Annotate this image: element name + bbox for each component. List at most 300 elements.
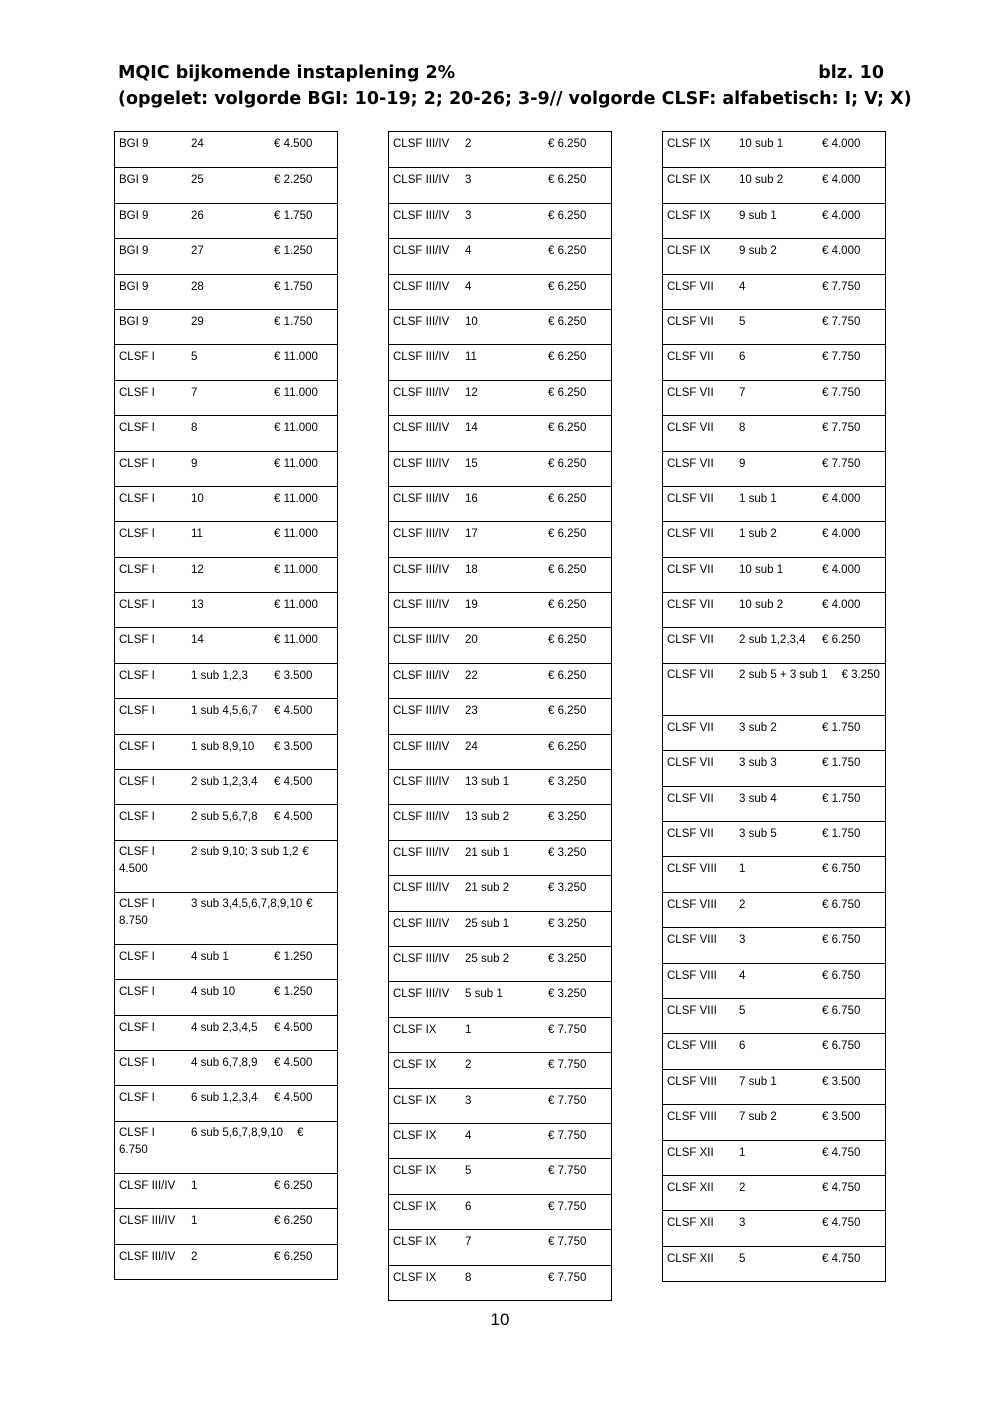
table-row [389, 167, 611, 202]
table-row [389, 521, 611, 556]
header-line-2 [118, 86, 912, 112]
row-category: CLSF III/IV [393, 528, 450, 541]
row-item: 1 sub 1,2,3 [191, 669, 248, 682]
row-item: 6 [739, 351, 746, 364]
row-item: 4 [739, 280, 746, 293]
row-amount: € 6.250 [548, 386, 587, 399]
row-amount: € 6.250 [548, 245, 587, 258]
row-item: 2 sub 1,2,3,4 [739, 634, 806, 647]
row-amount: € 7.750 [548, 1236, 587, 1249]
row-amount: € 3.500 [822, 1111, 861, 1124]
table-row [389, 1052, 611, 1087]
table-row [663, 486, 885, 521]
row-category: CLSF XII [667, 1252, 714, 1265]
row-item: 2 [465, 1059, 472, 1072]
table-row [115, 1121, 337, 1173]
row-category: CLSF IX [667, 209, 711, 222]
row-amount: € 3.250 [548, 988, 587, 1001]
page-header [118, 60, 912, 112]
row-item: 9 [739, 457, 746, 470]
row-item: 25 sub 2 [465, 952, 510, 965]
row-item: 2 sub 9,10; 3 sub 1,2 [191, 845, 299, 858]
row-amount: € 11.000 [274, 386, 318, 399]
row-amount: € 6.750 [822, 969, 861, 982]
table-row [389, 1088, 611, 1123]
row-amount: € 6.750 [822, 1004, 861, 1017]
table-row [663, 238, 885, 273]
row-item: 14 [191, 634, 204, 647]
table-row [115, 734, 337, 769]
row-category: CLSF III/IV [119, 1250, 176, 1263]
row-item: 10 sub 1 [739, 138, 784, 150]
row-amount: € 11.000 [274, 599, 318, 612]
row-item: 19 [465, 599, 478, 612]
row-item: 25 [191, 174, 204, 187]
table-row [115, 557, 337, 592]
row-item: 13 [191, 599, 204, 612]
row-item: 7 sub 1 [739, 1075, 777, 1088]
row-category: CLSF III/IV [393, 776, 450, 789]
table-row [663, 1069, 885, 1104]
table-row [115, 415, 337, 450]
row-amount: € 4.500 [274, 776, 313, 789]
table-row [663, 592, 885, 627]
table-row [115, 521, 337, 556]
row-amount: € 7.750 [548, 1271, 587, 1284]
table-row [115, 804, 337, 839]
row-category: CLSF III/IV [393, 174, 450, 187]
row-item: 4 [465, 280, 472, 293]
row-category: CLSF I [119, 776, 155, 789]
row-amount: € 6.750 [822, 898, 861, 911]
table-row [389, 344, 611, 379]
row-item: 10 sub 1 [739, 563, 784, 576]
table-row [663, 132, 885, 167]
row-amount: € 6.750 [119, 1126, 304, 1156]
row-item: 4 sub 6,7,8,9 [191, 1056, 258, 1069]
row-amount: € 4.000 [822, 563, 861, 576]
row-amount: € 6.250 [548, 138, 587, 150]
table-row [663, 663, 885, 715]
row-category: CLSF III/IV [393, 740, 450, 753]
row-amount: € 3.250 [548, 952, 587, 965]
row-category: CLSF I [119, 422, 155, 435]
table-row [389, 451, 611, 486]
row-amount: € 4.750 [822, 1181, 861, 1194]
row-amount: € 4.500 [274, 811, 313, 824]
row-amount: € 3.250 [548, 882, 587, 895]
row-amount: € 7.750 [822, 422, 861, 435]
row-amount: € 4.500 [274, 1056, 313, 1069]
table-row [115, 840, 337, 892]
row-amount: € 7.750 [822, 351, 861, 364]
row-category: CLSF III/IV [119, 1215, 176, 1228]
row-amount: € 8.750 [119, 897, 313, 927]
row-item: 4 sub 2,3,4,5 [191, 1021, 258, 1034]
row-amount: € 11.000 [274, 634, 318, 647]
row-item: 10 sub 2 [739, 599, 784, 612]
row-amount: € 6.250 [548, 740, 587, 753]
table-row [663, 715, 885, 750]
row-amount: € 7.750 [822, 315, 861, 328]
row-amount: € 4.750 [822, 1146, 861, 1159]
row-amount: € 7.750 [822, 280, 861, 293]
row-item: 1 [739, 1146, 746, 1159]
row-item: 3 sub 2 [739, 721, 777, 734]
table-row [663, 1210, 885, 1245]
row-item: 10 sub 2 [739, 174, 784, 187]
row-amount: € 6.750 [822, 863, 861, 876]
row-item: 25 sub 1 [465, 917, 510, 930]
row-item: 22 [465, 669, 478, 682]
row-category: CLSF VIII [667, 969, 717, 982]
row-item: 8 [465, 1271, 472, 1284]
table-row [389, 1265, 611, 1300]
row-item: 20 [465, 634, 478, 647]
row-amount: € 4.750 [822, 1252, 861, 1265]
table-row [389, 804, 611, 839]
table-row [389, 486, 611, 521]
row-category: CLSF III/IV [393, 492, 450, 505]
row-item: 23 [465, 705, 478, 718]
row-category: CLSF VII [667, 315, 714, 328]
table-row [663, 892, 885, 927]
table-row [663, 344, 885, 379]
table-row [115, 592, 337, 627]
row-item: 6 sub 1,2,3,4 [191, 1092, 258, 1105]
row-category: CLSF I [119, 1126, 155, 1139]
row-category: CLSF IX [667, 245, 711, 258]
table-row [663, 1104, 885, 1139]
table-row [389, 875, 611, 910]
row-amount: € 1.750 [274, 209, 313, 222]
table-row [389, 1017, 611, 1052]
row-amount: € 11.000 [274, 351, 318, 364]
row-amount: € 6.250 [548, 563, 587, 576]
row-category: CLSF XII [667, 1146, 714, 1159]
row-amount: € 6.250 [274, 1179, 313, 1192]
table-row [115, 1015, 337, 1050]
table-row [389, 1194, 611, 1229]
row-item: 3 [465, 1094, 472, 1107]
row-category: CLSF III/IV [393, 988, 450, 1001]
row-category: CLSF IX [393, 1165, 437, 1178]
row-item: 5 [191, 351, 198, 364]
row-amount: € 7.750 [822, 386, 861, 399]
row-item: 2 [739, 898, 746, 911]
table-row [389, 627, 611, 662]
row-category: CLSF VIII [667, 1040, 717, 1053]
table-row [115, 1244, 337, 1279]
row-category: CLSF III/IV [393, 563, 450, 576]
row-category: CLSF I [119, 986, 155, 999]
row-amount: € 3.250 [548, 811, 587, 824]
row-item: 5 [739, 1252, 746, 1265]
row-item: 11 [465, 351, 477, 364]
row-item: 4 sub 10 [191, 986, 236, 999]
row-item: 4 [465, 1129, 472, 1142]
table-row [663, 557, 885, 592]
row-amount: € 7.750 [822, 457, 861, 470]
row-amount: € 11.000 [274, 457, 318, 470]
row-category: CLSF III/IV [393, 138, 450, 150]
row-amount: € 11.000 [274, 492, 318, 505]
row-amount: € 3.250 [548, 846, 587, 859]
row-item: 1 [191, 1179, 198, 1192]
row-amount: € 6.250 [548, 492, 587, 505]
row-category: CLSF XII [667, 1181, 714, 1194]
table-row [115, 238, 337, 273]
table-row [115, 380, 337, 415]
table-row [389, 698, 611, 733]
row-item: 2 [739, 1181, 746, 1194]
row-amount: € 1.750 [822, 792, 861, 805]
row-item: 15 [465, 457, 478, 470]
row-item: 9 sub 1 [739, 209, 777, 222]
row-category: CLSF I [119, 740, 155, 753]
row-category: CLSF III/IV [393, 705, 450, 718]
table-row [115, 892, 337, 944]
row-amount: € 4.000 [822, 245, 861, 258]
row-item: 3 [739, 1217, 746, 1230]
row-amount: € 3.250 [548, 917, 587, 930]
row-item: 7 sub 2 [739, 1111, 777, 1124]
row-amount: € 6.250 [274, 1215, 313, 1228]
row-category: BGI 9 [119, 174, 149, 187]
row-category: CLSF I [119, 457, 155, 470]
row-amount: € 4.000 [822, 599, 861, 612]
row-amount: € 1.250 [274, 986, 313, 999]
row-amount: € 11.000 [274, 422, 318, 435]
row-item: 9 sub 2 [739, 245, 777, 258]
row-category: CLSF VII [667, 634, 714, 647]
row-amount: € 3.500 [274, 669, 313, 682]
row-amount: € 6.250 [548, 209, 587, 222]
row-category: CLSF I [119, 897, 155, 910]
table-column-left [114, 131, 338, 1280]
row-category: CLSF VIII [667, 934, 717, 947]
row-category: CLSF XII [667, 1217, 714, 1230]
row-category: CLSF I [119, 950, 155, 963]
row-amount: € 11.000 [274, 563, 318, 576]
row-item: 12 [191, 563, 204, 576]
row-item: 13 sub 2 [465, 811, 510, 824]
table-row [115, 944, 337, 979]
table-row [663, 627, 885, 662]
row-amount: € 7.750 [548, 1059, 587, 1072]
table-column-right [662, 131, 886, 1282]
row-item: 4 [739, 969, 746, 982]
row-category: CLSF IX [667, 174, 711, 187]
row-category: CLSF VII [667, 280, 714, 293]
row-category: CLSF VII [667, 668, 714, 681]
table-row [115, 769, 337, 804]
row-category: CLSF I [119, 1021, 155, 1034]
row-category: CLSF III/IV [393, 811, 450, 824]
row-amount: € 3.500 [274, 740, 313, 753]
table-row [663, 786, 885, 821]
row-item: 1 sub 4,5,6,7 [191, 705, 258, 718]
table-row [663, 856, 885, 891]
row-category: CLSF I [119, 386, 155, 399]
row-category: CLSF III/IV [393, 315, 450, 328]
row-item: 8 [191, 422, 198, 435]
row-category: CLSF IX [393, 1129, 437, 1142]
row-category: CLSF VII [667, 563, 714, 576]
table-row [115, 1173, 337, 1208]
row-category: CLSF I [119, 528, 155, 541]
row-amount: € 7.750 [548, 1200, 587, 1213]
table-row [663, 451, 885, 486]
row-amount: € 7.750 [548, 1165, 587, 1178]
table-row [389, 981, 611, 1016]
row-category: CLSF III/IV [393, 882, 450, 895]
row-category: CLSF III/IV [393, 209, 450, 222]
row-category: CLSF III/IV [393, 245, 450, 258]
row-item: 3 [465, 209, 472, 222]
row-item: 12 [465, 386, 478, 399]
row-amount: € 4.000 [822, 209, 861, 222]
row-category: CLSF III/IV [119, 1179, 176, 1192]
row-amount: € 6.250 [548, 351, 587, 364]
row-category: CLSF IX [393, 1094, 437, 1107]
table-row [389, 203, 611, 238]
row-amount: € 6.250 [548, 280, 587, 293]
row-amount: € 6.250 [548, 528, 587, 541]
row-category: CLSF I [119, 1092, 155, 1105]
row-item: 4 sub 1 [191, 950, 229, 963]
row-category: CLSF III/IV [393, 386, 450, 399]
row-category: BGI 9 [119, 209, 149, 222]
table-row [115, 663, 337, 698]
table-row [115, 698, 337, 733]
table-row [663, 274, 885, 309]
row-category: CLSF IX [667, 138, 711, 150]
table-row [389, 309, 611, 344]
row-amount: € 7.750 [548, 1129, 587, 1142]
row-amount: € 1.250 [274, 950, 313, 963]
table-row [389, 415, 611, 450]
row-amount: € 4.000 [822, 174, 861, 187]
row-item: 2 sub 5,6,7,8 [191, 811, 258, 824]
row-amount: € 1.750 [822, 721, 861, 734]
row-item: 1 sub 8,9,10 [191, 740, 255, 753]
row-item: 2 [191, 1250, 198, 1263]
row-amount: € 6.250 [274, 1250, 313, 1263]
row-category: CLSF III/IV [393, 599, 450, 612]
row-item: 3 sub 5 [739, 828, 777, 841]
row-amount: € 4.000 [822, 528, 861, 541]
row-item: 5 [465, 1165, 472, 1178]
row-amount: € 1.750 [274, 315, 313, 328]
row-category: CLSF III/IV [393, 952, 450, 965]
row-amount: € 4.000 [822, 492, 861, 505]
table-row [389, 274, 611, 309]
row-category: CLSF I [119, 669, 155, 682]
row-item: 21 sub 1 [465, 846, 510, 859]
table-row [663, 521, 885, 556]
row-item: 8 [739, 422, 746, 435]
table-row [389, 592, 611, 627]
row-item: 1 [465, 1023, 472, 1036]
row-amount: € 6.250 [548, 634, 587, 647]
row-item: 26 [191, 209, 204, 222]
table-row [115, 627, 337, 662]
row-item: 27 [191, 245, 204, 258]
row-category: CLSF I [119, 845, 155, 858]
table-row [115, 167, 337, 202]
header-line-1 [118, 60, 884, 86]
row-amount: € 1.750 [822, 757, 861, 770]
row-item: 10 [465, 315, 478, 328]
page-label: blz. 10 [818, 63, 884, 83]
row-amount: € 4.500 [119, 845, 309, 875]
table-row [663, 309, 885, 344]
row-item: 3 [739, 934, 746, 947]
table-row [663, 380, 885, 415]
row-amount: € 6.250 [548, 669, 587, 682]
row-amount: € 4.750 [822, 1217, 861, 1230]
row-category: CLSF VIII [667, 863, 717, 876]
row-amount: € 4.500 [274, 1021, 313, 1034]
table-row [389, 1123, 611, 1158]
row-category: CLSF I [119, 492, 155, 505]
row-category: CLSF III/IV [393, 846, 450, 859]
row-item: 3 sub 4 [739, 792, 777, 805]
row-category: BGI 9 [119, 138, 149, 150]
table-row [389, 1229, 611, 1264]
row-category: CLSF VII [667, 792, 714, 805]
table-row [389, 132, 611, 167]
table-row [115, 1050, 337, 1085]
row-category: CLSF III/IV [393, 917, 450, 930]
row-amount: € 6.250 [548, 705, 587, 718]
row-amount: € 6.750 [822, 934, 861, 947]
table-row [389, 769, 611, 804]
table-row [663, 927, 885, 962]
row-item: 1 [191, 1215, 198, 1228]
row-category: CLSF VIII [667, 1075, 717, 1088]
row-item: 1 sub 1 [739, 492, 777, 505]
row-item: 3 sub 3 [739, 757, 777, 770]
row-item: 10 [191, 492, 204, 505]
row-item: 2 [465, 138, 472, 150]
table-row [115, 132, 337, 167]
table-row [115, 451, 337, 486]
row-category: CLSF I [119, 634, 155, 647]
row-category: CLSF VII [667, 457, 714, 470]
row-amount: € 2.250 [274, 174, 313, 187]
row-category: CLSF VII [667, 721, 714, 734]
row-item: 5 sub 1 [465, 988, 503, 1001]
row-category: CLSF I [119, 811, 155, 824]
row-item: 28 [191, 280, 204, 293]
row-category: CLSF VIII [667, 1111, 717, 1124]
table-row [663, 415, 885, 450]
row-category: CLSF IX [393, 1271, 437, 1284]
table-row [389, 911, 611, 946]
row-amount: € 3.250 [841, 668, 880, 681]
table-row [389, 1158, 611, 1193]
row-category: BGI 9 [119, 315, 149, 328]
row-amount: € 7.750 [548, 1094, 587, 1107]
table-row [115, 1208, 337, 1243]
table-row [663, 1140, 885, 1175]
table-row [115, 274, 337, 309]
table-row [115, 344, 337, 379]
table-row [663, 750, 885, 785]
row-item: 6 [739, 1040, 746, 1053]
